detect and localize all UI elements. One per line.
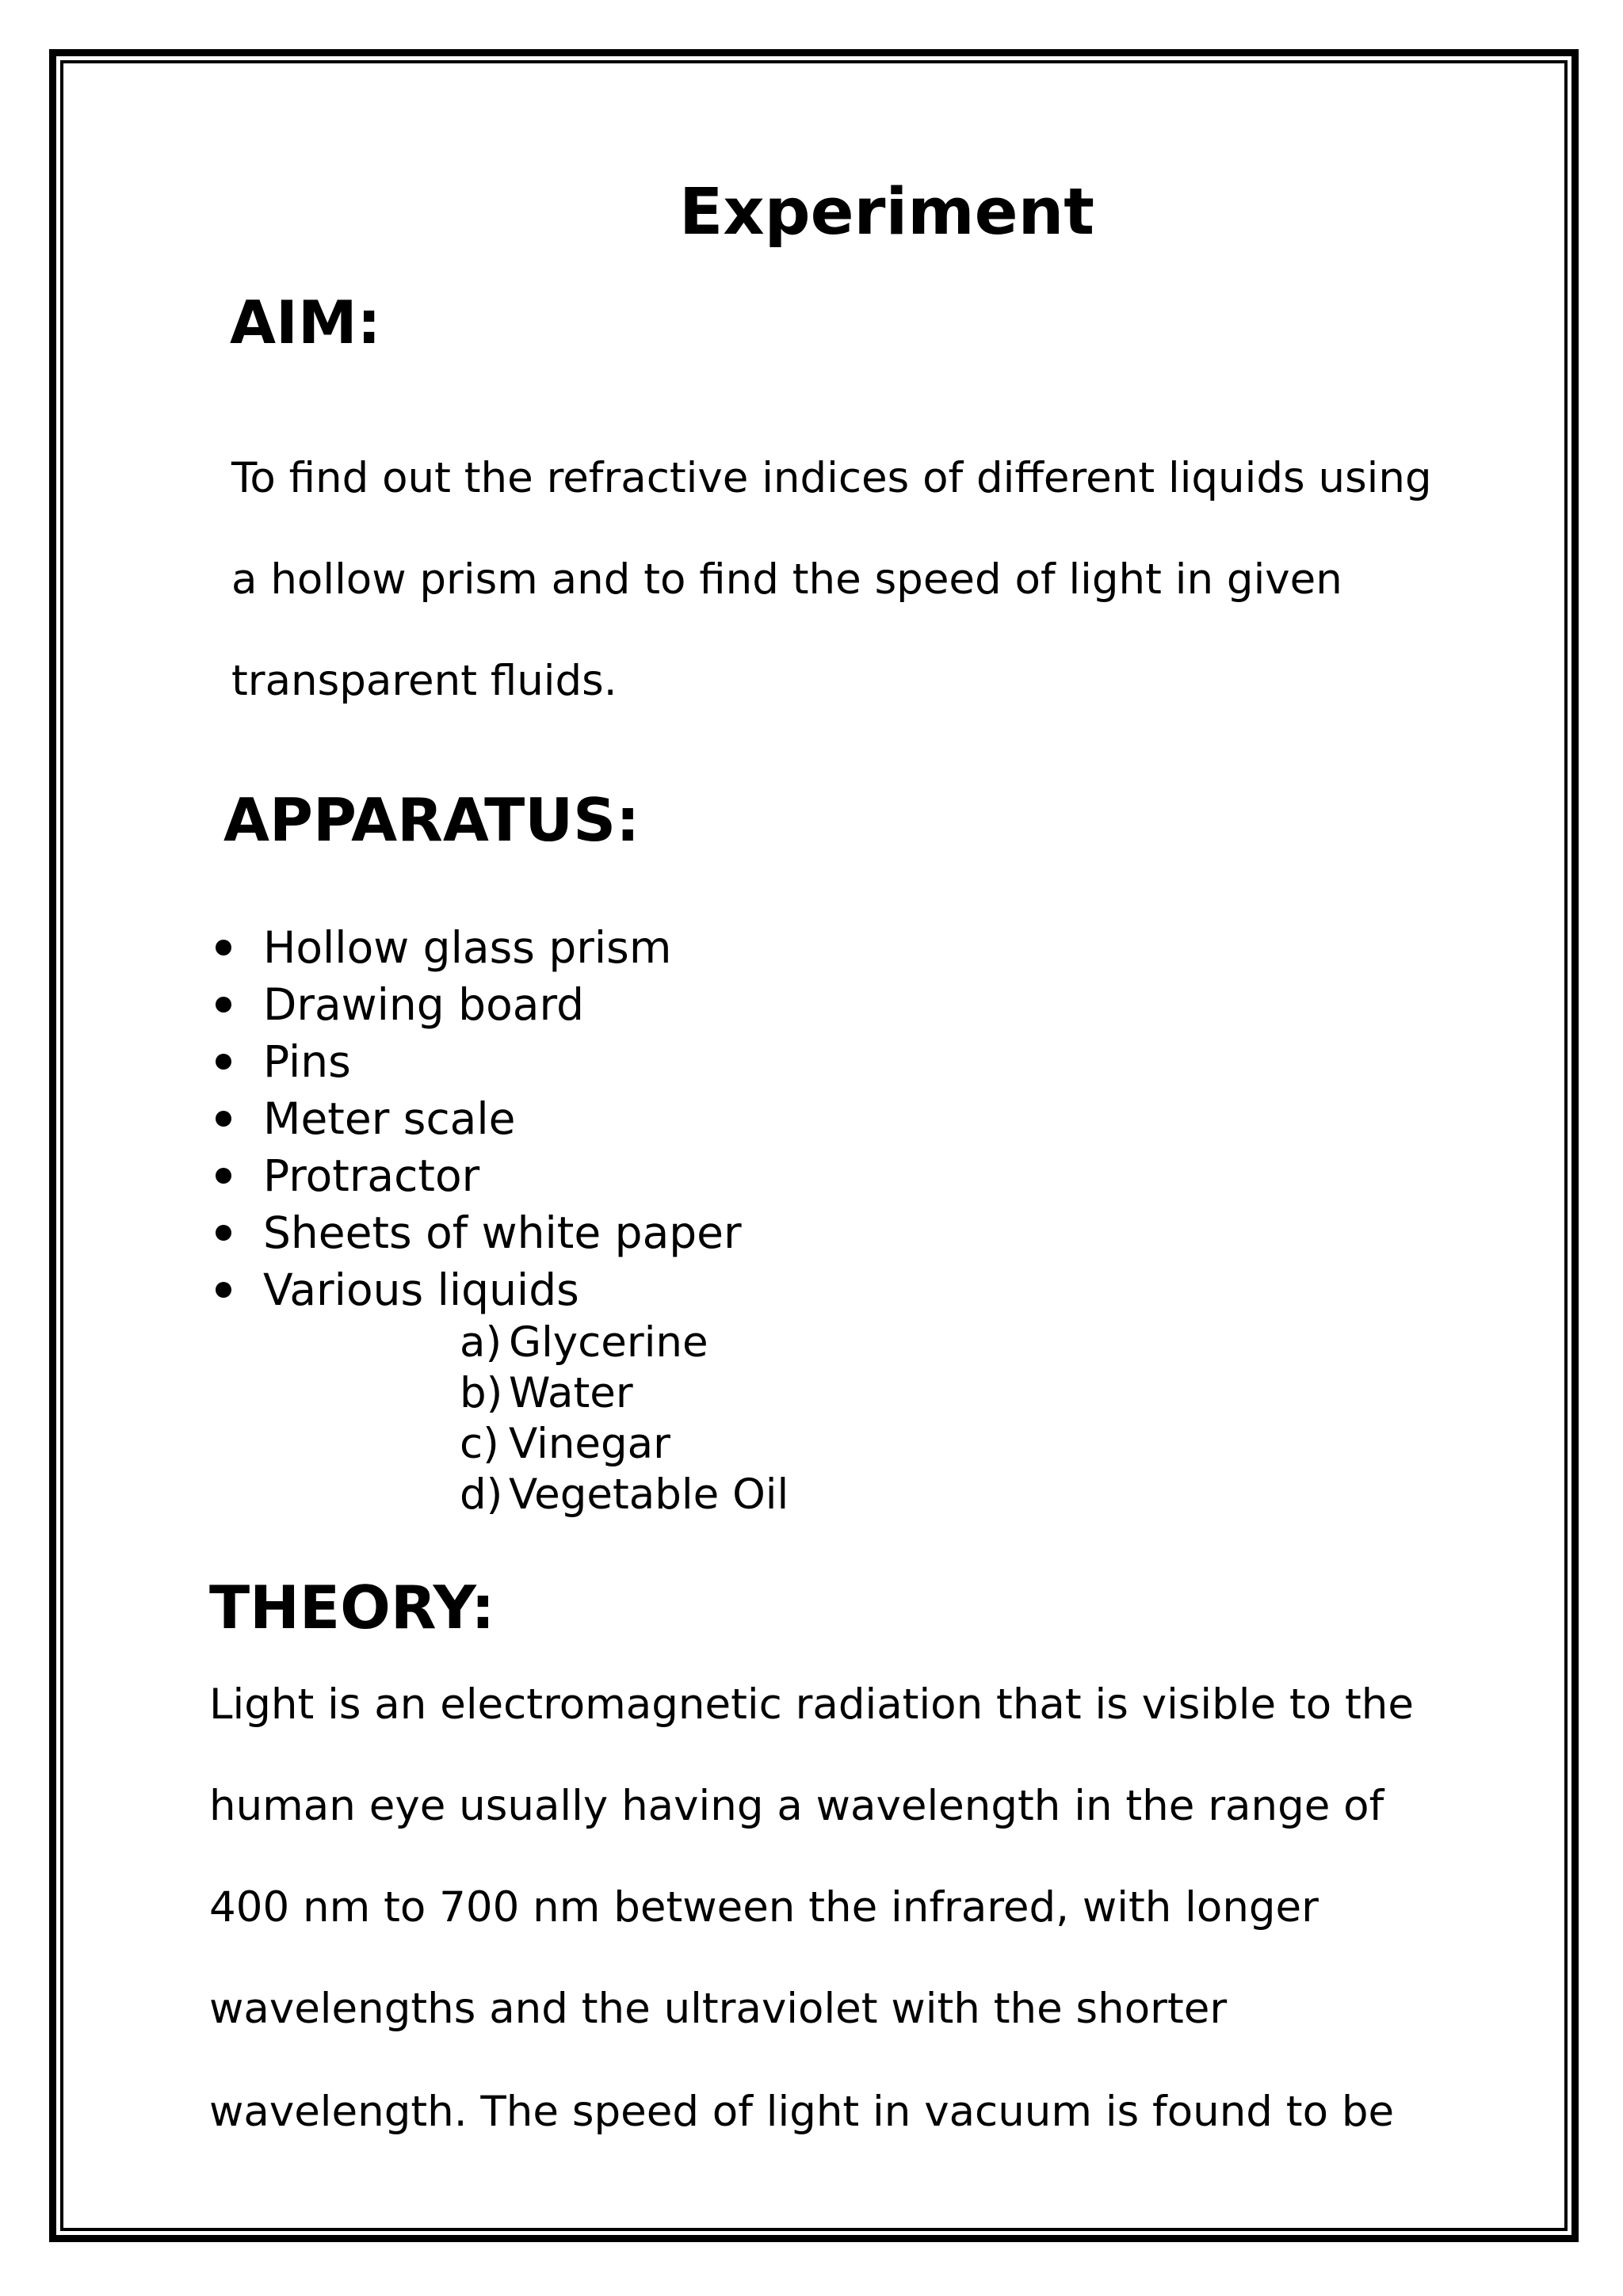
apparatus-heading: APPARATUS:	[223, 785, 640, 855]
liquid-name: Vegetable Oil	[509, 1470, 789, 1519]
list-marker: d)	[460, 1470, 503, 1519]
apparatus-item-prism: Hollow glass prism	[263, 922, 672, 973]
list-marker: b)	[460, 1369, 503, 1417]
aim-line-3: transparent fluids.	[231, 657, 617, 705]
bullet-icon	[216, 1225, 231, 1241]
theory-heading: THEORY:	[209, 1573, 495, 1642]
bullet-icon	[216, 1111, 231, 1127]
liquid-item-glycerine	[460, 1318, 708, 1367]
bullet-icon	[216, 997, 231, 1013]
apparatus-item-scale: Meter scale	[263, 1093, 516, 1144]
apparatus-item-protractor: Protractor	[263, 1150, 480, 1201]
bullet-icon	[216, 1054, 231, 1070]
bullet-icon	[216, 940, 231, 955]
list-marker: a)	[460, 1318, 502, 1367]
liquid-name: Glycerine	[509, 1318, 708, 1367]
liquid-name: Vinegar	[509, 1420, 670, 1468]
apparatus-item-paper: Sheets of white paper	[263, 1207, 742, 1258]
theory-line-2: human eye usually having a wavelength in the range of	[209, 1782, 1384, 1830]
theory-line-1: Light is an electromagnetic radiation that is visible to the	[209, 1680, 1414, 1729]
apparatus-item-liquids: Various liquids	[263, 1264, 579, 1315]
liquid-item-vinegar	[460, 1420, 670, 1469]
theory-line-3: 400 nm to 700 nm between the infrared, with longer	[209, 1883, 1319, 1932]
apparatus-item-board: Drawing board	[263, 979, 585, 1030]
liquid-name: Water	[509, 1369, 633, 1417]
apparatus-item-pins: Pins	[263, 1036, 351, 1087]
list-marker: c)	[460, 1420, 499, 1468]
aim-line-1: To find out the refractive indices of different liquids using	[231, 454, 1432, 502]
liquid-item-vegetable-oil	[460, 1470, 789, 1520]
theory-line-5: wavelength. The speed of light in vacuum is found to be	[209, 2088, 1395, 2136]
bullet-icon	[216, 1168, 231, 1184]
aim-heading: AIM:	[230, 288, 381, 357]
theory-line-4: wavelengths and the ultraviolet with the shorter	[209, 1985, 1228, 2033]
bullet-icon	[216, 1282, 231, 1298]
liquid-item-water	[460, 1369, 633, 1418]
document-title: Experiment	[679, 175, 1094, 250]
aim-line-2: a hollow prism and to find the speed of light in given	[231, 555, 1342, 604]
